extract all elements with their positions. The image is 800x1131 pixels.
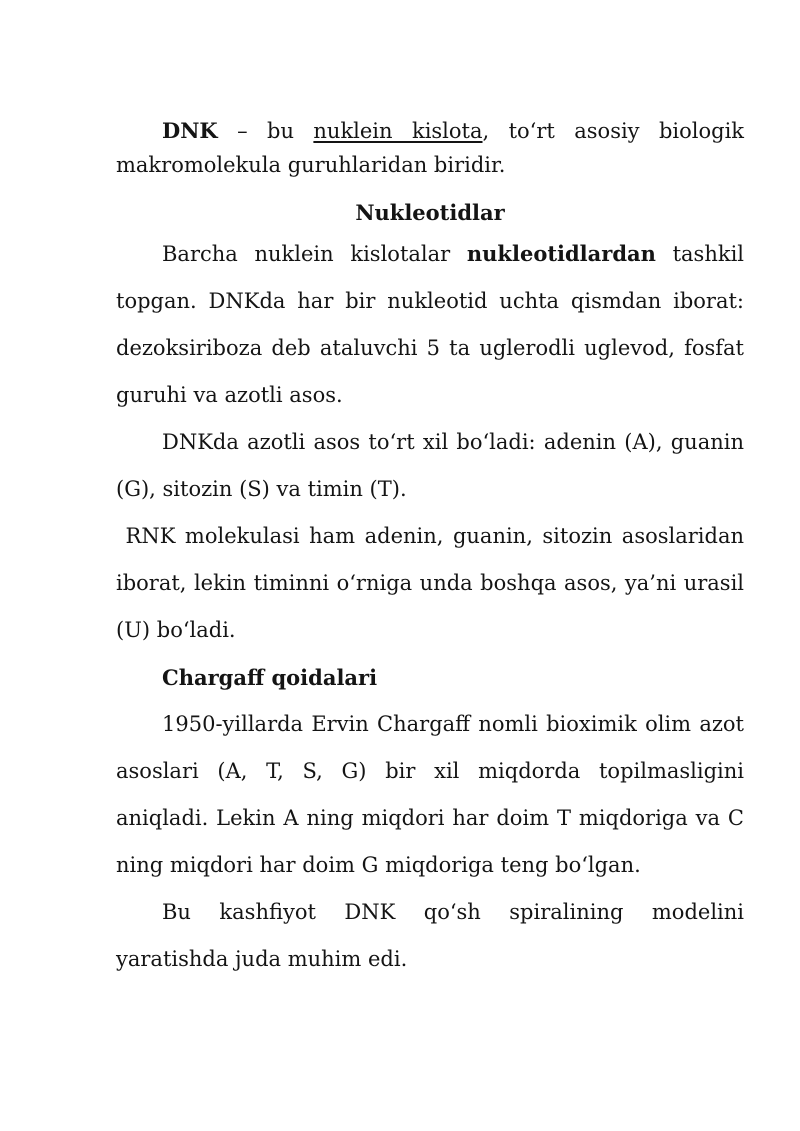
intro-term: DNK	[162, 118, 218, 143]
section-heading-chargaff: Chargaff qoidalari	[162, 665, 378, 690]
intro-text-b: , to‘rt asosiy biologik makromolekula guruhlaridan biridir.	[116, 119, 745, 177]
document-page	[116, 114, 751, 983]
nukleotidlar-paragraph-2: DNKda azotli asos to‘rt xil bo‘ladi: adenin (A), guanin (G), sitozin (S) va timin (T).	[116, 430, 744, 501]
nukleotidlar-p1-text-a: Barcha nuklein kislotalar	[162, 242, 467, 266]
nukleotidlar-paragraph-1	[116, 230, 744, 419]
rnk-paragraph: RNK molekulasi ham adenin, guanin, sitozin asoslaridan iborat, lekin timinni o‘rniga unda boshqa asos, ya’ni urasil (U) bo‘ladi.	[116, 524, 751, 642]
intro-text-a: – bu	[217, 119, 314, 143]
section-heading-nukleotidlar: Nukleotidlar	[355, 200, 505, 225]
nukleotidlar-p1-text-b: tashkil topgan. DNKda har bir nukleotid uchta qismdan iborat: dezoksiriboza deb ataluvchi 5 ta uglerodli uglevod, fosfat guruhi va azotli asos.	[116, 242, 745, 407]
nuklein-kislota-link[interactable]: nuklein kislota	[313, 119, 483, 143]
intro-paragraph	[116, 114, 744, 182]
chargaff-paragraph-2: Bu kashfiyot DNK qo‘sh spiralining modelini yaratishda juda muhim edi.	[116, 900, 744, 971]
nukleotidlar-p1-bold: nukleotidlardan	[466, 241, 656, 266]
chargaff-paragraph-1: 1950-yillarda Ervin Chargaff nomli bioximik olim azot asoslari (A, T, S, G) bir xil miqdorda topilmasligini aniqladi. Lekin A ning miqdori har doim T miqdoriga va C ning miqdori har doim G miqdoriga teng bo‘lgan.	[116, 712, 744, 877]
